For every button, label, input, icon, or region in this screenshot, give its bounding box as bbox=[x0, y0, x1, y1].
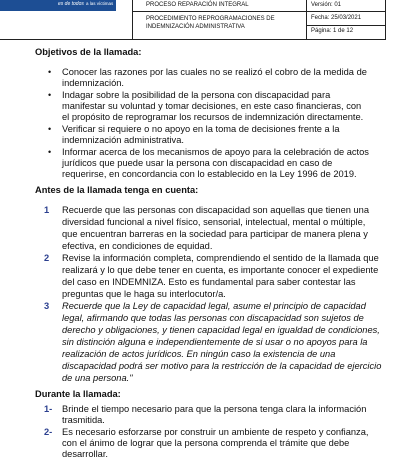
objective-line: Informar acerca de los mecanismos de apoyo para la celebración de actos bbox=[62, 147, 369, 157]
date-label: Fecha: 25/03/2021 bbox=[311, 15, 362, 21]
item-line: preguntas que le haga su interlocutor/a. bbox=[62, 289, 226, 299]
objective-line: Conocer las razones por las cuales no se realizó el cobro de la medida de bbox=[62, 67, 367, 77]
item-number: 1- bbox=[44, 404, 53, 414]
objective-line: manifestar su voluntad y tomar decisiones, en este caso financieras, con bbox=[62, 101, 362, 111]
item-line: Es necesario esforzarse por construir un ambiente de respeto y confianza, bbox=[62, 427, 369, 437]
header-divider bbox=[385, 0, 386, 40]
item-line: Recuerde que la Ley de capacidad legal, asume el principio de capacidad bbox=[62, 301, 366, 311]
bullet-icon: • bbox=[48, 124, 52, 134]
bullet-icon: • bbox=[48, 147, 52, 157]
header-divider bbox=[0, 39, 386, 40]
bullet-icon: • bbox=[48, 67, 52, 77]
header-divider bbox=[306, 25, 386, 26]
version-label: Versión: 01 bbox=[311, 2, 342, 8]
item-line: derecho y obligaciones, y tienen capacidad legal en igualdad de condiciones, bbox=[62, 325, 380, 335]
item-number: 2- bbox=[44, 427, 53, 437]
objective-line: indemnización. bbox=[62, 78, 125, 88]
objectives-heading: Objetivos de la llamada: bbox=[35, 47, 142, 57]
logo-area bbox=[0, 0, 132, 40]
item-line: realización de actos jurídicos. En ningún caso la existencia de una bbox=[62, 349, 336, 359]
page-number: Página: 1 de 12 bbox=[311, 28, 354, 34]
procedure-name: PROCEDIMIENTO REPROGRAMACIONES DE bbox=[146, 16, 275, 22]
item-line: realizará y lo que debe tener en cuenta, es importante conocer el expediente bbox=[62, 265, 379, 275]
item-number: 1 bbox=[44, 205, 50, 215]
objective-line: Indagar sobre la posibilidad de la persona con discapacidad para bbox=[62, 90, 331, 100]
document-header bbox=[0, 0, 386, 40]
during-call-heading: Durante la llamada: bbox=[35, 389, 121, 399]
bullet-icon: • bbox=[48, 90, 52, 100]
header-divider bbox=[132, 11, 386, 12]
objective-line: el propósito de reprogramar los recursos de indemnización directamente. bbox=[62, 112, 364, 122]
objective-line: indemnización administrativa. bbox=[62, 135, 184, 145]
item-number: 2 bbox=[44, 253, 50, 263]
logo-tagline-secondary: a las víctimas bbox=[86, 1, 114, 6]
item-line: discapacidad podrá ser motivo para la restricción de la capacidad de ejercicio bbox=[62, 361, 382, 371]
header-divider bbox=[132, 0, 133, 40]
item-line: del caso en INDEMNIZA. Esto es fundamental para saber contestar las bbox=[62, 277, 356, 287]
logo-tagline: es de todos bbox=[58, 1, 84, 7]
objective-line: requerirse, en concordancia con lo establecido en la Ley 1996 de 2019. bbox=[62, 169, 357, 179]
item-number: 3 bbox=[44, 301, 50, 311]
objective-line: Verificar si requiere o no apoyo en la toma de decisiones frente a la bbox=[62, 124, 340, 134]
before-call-heading: Antes de la llamada tenga en cuenta: bbox=[35, 185, 199, 195]
header-divider bbox=[306, 0, 307, 40]
item-line: con el ánimo de lograr que la persona comprenda el trámite que debe bbox=[62, 438, 350, 448]
procedure-name-cont: INDEMNIZACIÓN ADMINISTRATIVA bbox=[146, 24, 245, 30]
item-line: trasmitida. bbox=[62, 415, 105, 425]
item-line: efectiva, en condiciones de equidad. bbox=[62, 241, 213, 251]
item-line: diversidad funcional a nivel físico, sensorial, intelectual, mental o múltiple, bbox=[62, 217, 366, 227]
item-line: sin distinción alguna e independientemente de si usar o no apoyos para la bbox=[62, 337, 368, 347]
item-line: Recuerde que las personas con discapacidad son aquellas que tienen una bbox=[62, 205, 370, 215]
item-line: que encuentran barreras en la sociedad para participar de manera plena y bbox=[62, 229, 368, 239]
item-line: Revise la información completa, comprendiendo el sentido de la llamada que bbox=[62, 253, 379, 263]
process-name: PROCESO REPARACIÓN INTEGRAL bbox=[146, 2, 249, 8]
objective-line: jurídicos que puede usar la persona con discapacidad en caso de bbox=[62, 158, 333, 168]
item-line: de una persona." bbox=[62, 373, 133, 383]
item-line: Brinde el tiempo necesario para que la persona tenga clara la información bbox=[62, 404, 367, 414]
item-line: desarrollar. bbox=[62, 449, 108, 459]
item-line: legal, afirmando que todas las personas con discapacidad son sujetos de bbox=[62, 313, 364, 323]
